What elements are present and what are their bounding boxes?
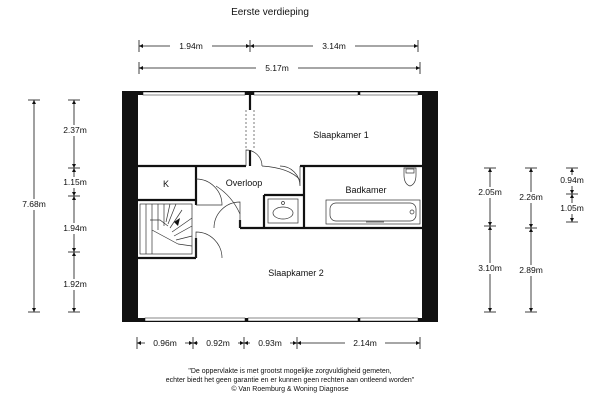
dim-left-4: 1.92m — [63, 279, 87, 289]
dim-top-right: 3.14m — [322, 41, 346, 51]
dim-left-1: 2.37m — [63, 125, 87, 135]
dim-right-c1: 0.94m — [560, 175, 584, 185]
dim-right-a2: 3.10m — [478, 263, 502, 273]
dim-top-left: 1.94m — [179, 41, 203, 51]
dim-right-b1: 2.26m — [519, 192, 543, 202]
dim-bottom-4: 2.14m — [353, 338, 377, 348]
disclaimer-line-3: © Van Roemburg & Woning Diagnose — [231, 386, 349, 393]
room-slaapkamer-1: Slaapkamer 1 — [313, 130, 369, 140]
dim-bottom-1: 0.96m — [153, 338, 177, 348]
room-overloop: Overloop — [225, 178, 263, 188]
disclaimer-line-1: "De oppervlakte is met grootst mogelijke zorgvuldigheid gemeten, — [188, 368, 392, 375]
dim-left-total: 7.68m — [22, 199, 46, 209]
staircase — [140, 204, 192, 254]
dim-left-3: 1.94m — [63, 223, 87, 233]
dim-bottom-3: 0.93m — [258, 338, 282, 348]
dim-right-a1: 2.05m — [478, 187, 502, 197]
left-dimensions — [14, 100, 94, 312]
room-badkamer: Badkamer — [345, 185, 387, 195]
room-slaapkamer-2: Slaapkamer 2 — [268, 268, 324, 278]
dim-left-2: 1.15m — [63, 177, 87, 187]
plan-title: Eerste verdieping — [231, 7, 309, 18]
dim-top-total: 5.17m — [265, 63, 289, 73]
room-k: K — [162, 179, 170, 189]
right-dimensions — [470, 168, 591, 312]
dim-right-b2: 2.89m — [519, 265, 543, 275]
bottom-dimensions — [137, 337, 420, 349]
top-dimensions — [139, 40, 420, 74]
disclaimer-line-2: echter biedt het geen garantie en er kunnen geen rechten aan ontleend worden" — [165, 377, 415, 384]
dim-bottom-2: 0.92m — [206, 338, 230, 348]
dim-right-c2: 1.05m — [560, 203, 584, 213]
